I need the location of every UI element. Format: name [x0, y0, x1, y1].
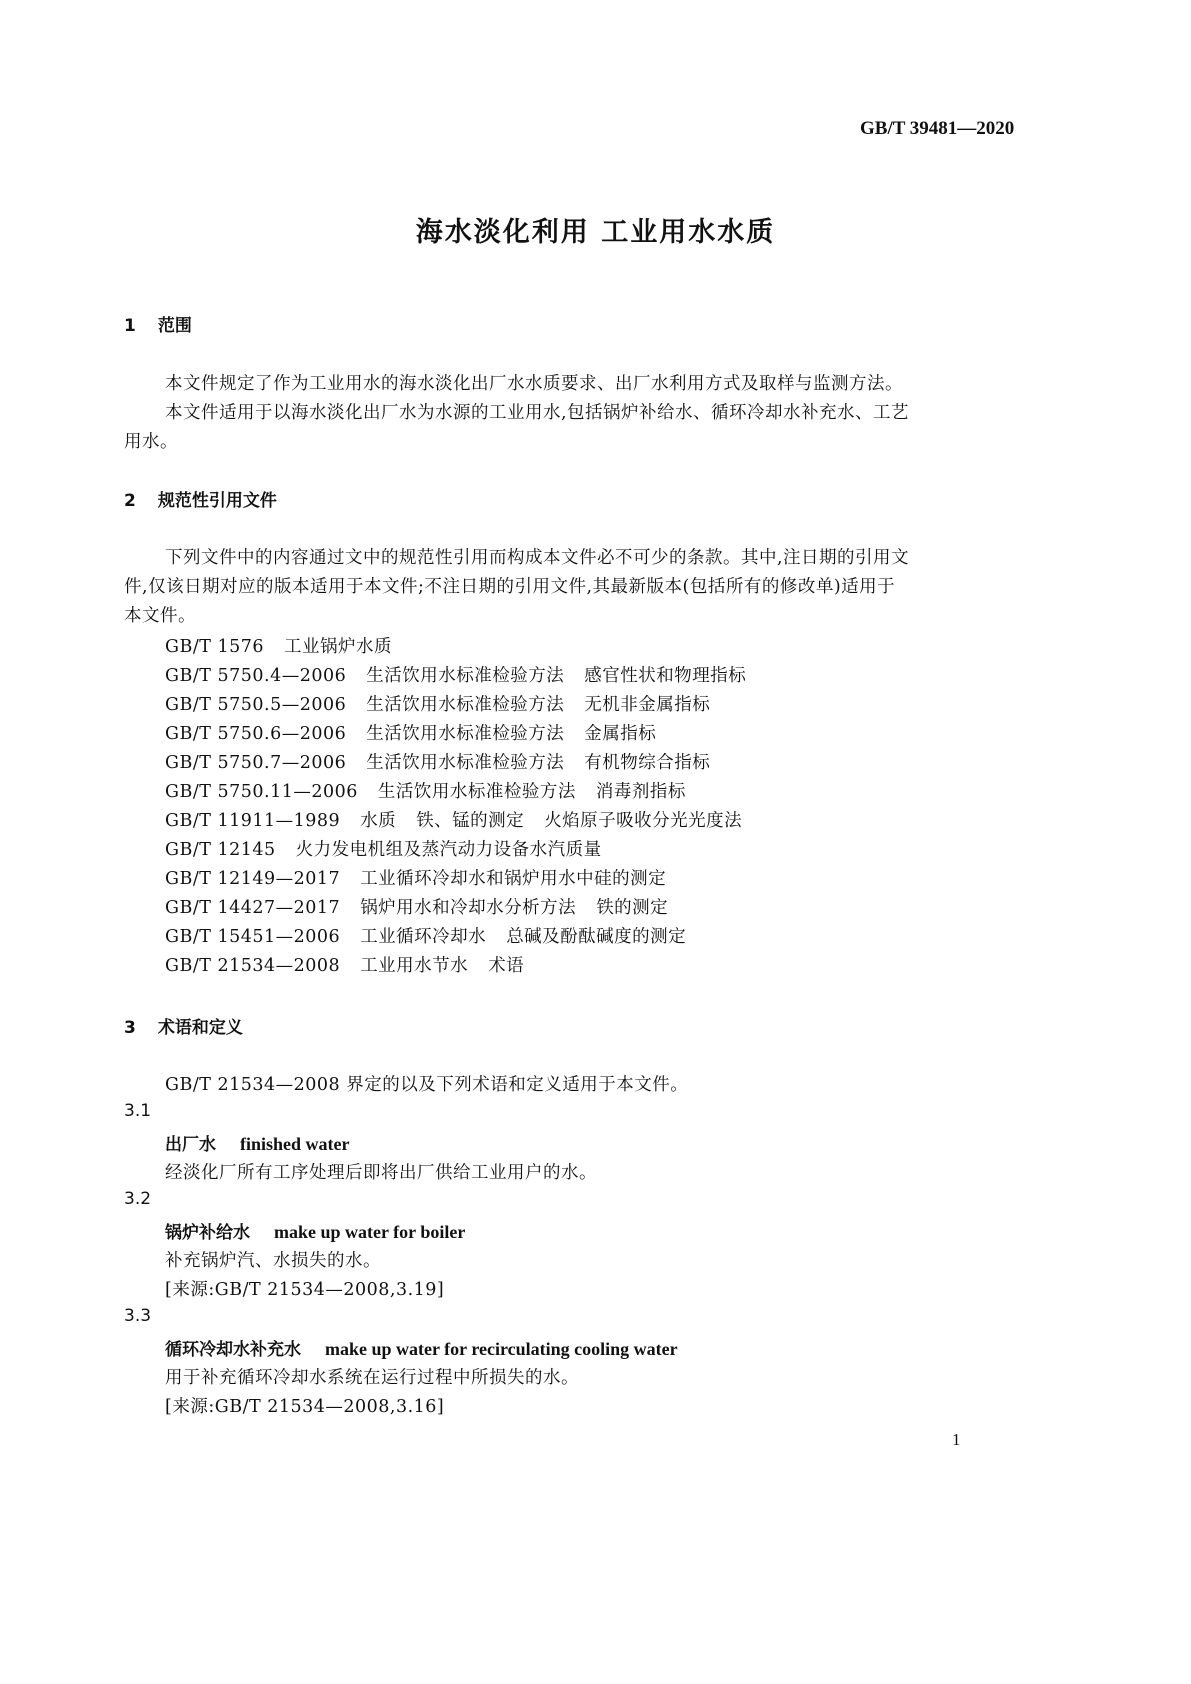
reference-title: 工业循环冷却水和锅炉用水中硅的测定 [360, 869, 667, 889]
reference-subtitle: 感官性状和物理指标 [584, 666, 747, 686]
paragraph: 本文件规定了作为工业用水的海水淡化出厂水水质要求、出厂水利用方式及取样与监测方法。 [165, 374, 903, 394]
reference-subtitle: 消毒剂指标 [595, 782, 686, 802]
paragraph-continuation: 用水。 [124, 432, 178, 452]
reference-title: 生活饮用水标准检验方法 [377, 782, 576, 802]
reference-code: GB/T 12145 [165, 840, 276, 860]
term-heading [165, 1335, 678, 1360]
reference-item [165, 894, 668, 919]
reference-code: GB/T 5750.11—2006 [165, 782, 358, 802]
reference-title: 火力发电机组及蒸汽动力设备水汽质量 [295, 840, 602, 860]
reference-code: GB/T 5750.5—2006 [165, 695, 347, 715]
term-zh: 循环冷却水补充水 [165, 1340, 301, 1360]
reference-item [165, 691, 710, 716]
paragraph-continuation: 件,仅该日期对应的版本适用于本文件;不注日期的引用文件,其最新版本(包括所有的修改单)适用于 [124, 577, 896, 597]
reference-code: GB/T 14427—2017 [165, 898, 341, 918]
reference-subtitle: 火焰原子吸收分光光度法 [544, 811, 743, 831]
section-1-heading [124, 311, 192, 336]
reference-code: GB/T 12149—2017 [165, 869, 341, 889]
reference-subtitle: 铁、锰的测定 [416, 811, 525, 831]
reference-title: 工业循环冷却水 [360, 927, 487, 947]
reference-item [165, 749, 710, 774]
reference-code: GB/T 1576 [165, 637, 265, 657]
term-number: 3.2 [124, 1189, 152, 1209]
reference-item [165, 923, 686, 948]
reference-item [165, 807, 742, 832]
section-title: 范围 [157, 316, 192, 336]
reference-code: GB/T 5750.6—2006 [165, 724, 347, 744]
reference-item [165, 836, 602, 861]
reference-code: GB/T 21534—2008 [165, 956, 341, 976]
section-3-heading [124, 1013, 243, 1038]
term-definition: 用于补充循环冷却水系统在运行过程中所损失的水。 [165, 1368, 579, 1388]
page-number: 1 [952, 1430, 961, 1449]
reference-title: 锅炉用水和冷却水分析方法 [360, 898, 577, 918]
term-definition: 补充锅炉汽、水损失的水。 [165, 1251, 381, 1271]
section-number: 3 [124, 1018, 136, 1038]
paragraph: GB/T 21534—2008 界定的以及下列术语和定义适用于本文件。 [165, 1075, 689, 1095]
term-number: 3.3 [124, 1306, 152, 1326]
reference-item [165, 952, 524, 977]
reference-item [165, 720, 656, 745]
reference-code: GB/T 11911—1989 [165, 811, 341, 831]
section-title: 规范性引用文件 [157, 491, 277, 511]
reference-code: GB/T 5750.4—2006 [165, 666, 347, 686]
reference-item [165, 662, 746, 687]
term-en: make up water for boiler [274, 1222, 466, 1242]
reference-subtitle: 有机物综合指标 [584, 753, 711, 773]
paragraph: 本文件适用于以海水淡化出厂水为水源的工业用水,包括锅炉补给水、循环冷却水补充水、工艺 [165, 403, 910, 423]
paragraph: 下列文件中的内容通过文中的规范性引用而构成本文件必不可少的条款。其中,注日期的引用文 [165, 548, 910, 568]
reference-subtitle: 总碱及酚酞碱度的测定 [506, 927, 687, 947]
section-number: 2 [124, 491, 136, 511]
standard-number: GB/T 39481—2020 [860, 118, 1015, 139]
section-number: 1 [124, 316, 136, 336]
term-heading [165, 1218, 465, 1243]
reference-title: 工业用水节水 [360, 956, 469, 976]
section-2-heading [124, 486, 277, 511]
reference-subtitle: 金属指标 [584, 724, 657, 744]
reference-title: 工业锅炉水质 [284, 637, 393, 657]
reference-code: GB/T 15451—2006 [165, 927, 341, 947]
term-source: [来源:GB/T 21534—2008,3.19] [165, 1280, 445, 1300]
term-definition: 经淡化厂所有工序处理后即将出厂供给工业用户的水。 [165, 1163, 597, 1183]
reference-title: 生活饮用水标准检验方法 [366, 695, 565, 715]
reference-subtitle: 铁的测定 [596, 898, 669, 918]
document-title: 海水淡化利用 工业用水水质 [415, 217, 776, 248]
section-title: 术语和定义 [157, 1018, 243, 1038]
term-zh: 锅炉补给水 [165, 1223, 250, 1243]
term-en: finished water [240, 1134, 350, 1154]
reference-subtitle: 术语 [488, 956, 525, 976]
reference-title: 水质 [360, 811, 397, 831]
term-zh: 出厂水 [165, 1135, 216, 1155]
paragraph-continuation: 本文件。 [124, 606, 196, 626]
term-source: [来源:GB/T 21534—2008,3.16] [165, 1397, 445, 1417]
reference-title: 生活饮用水标准检验方法 [366, 753, 565, 773]
reference-subtitle: 无机非金属指标 [584, 695, 711, 715]
reference-item [165, 778, 686, 803]
reference-code: GB/T 5750.7—2006 [165, 753, 347, 773]
reference-title: 生活饮用水标准检验方法 [366, 724, 565, 744]
reference-item [165, 865, 666, 890]
term-number: 3.1 [124, 1101, 152, 1121]
reference-title: 生活饮用水标准检验方法 [366, 666, 565, 686]
reference-item [165, 633, 392, 658]
term-en: make up water for recirculating cooling water [325, 1339, 678, 1359]
term-heading [165, 1130, 350, 1155]
